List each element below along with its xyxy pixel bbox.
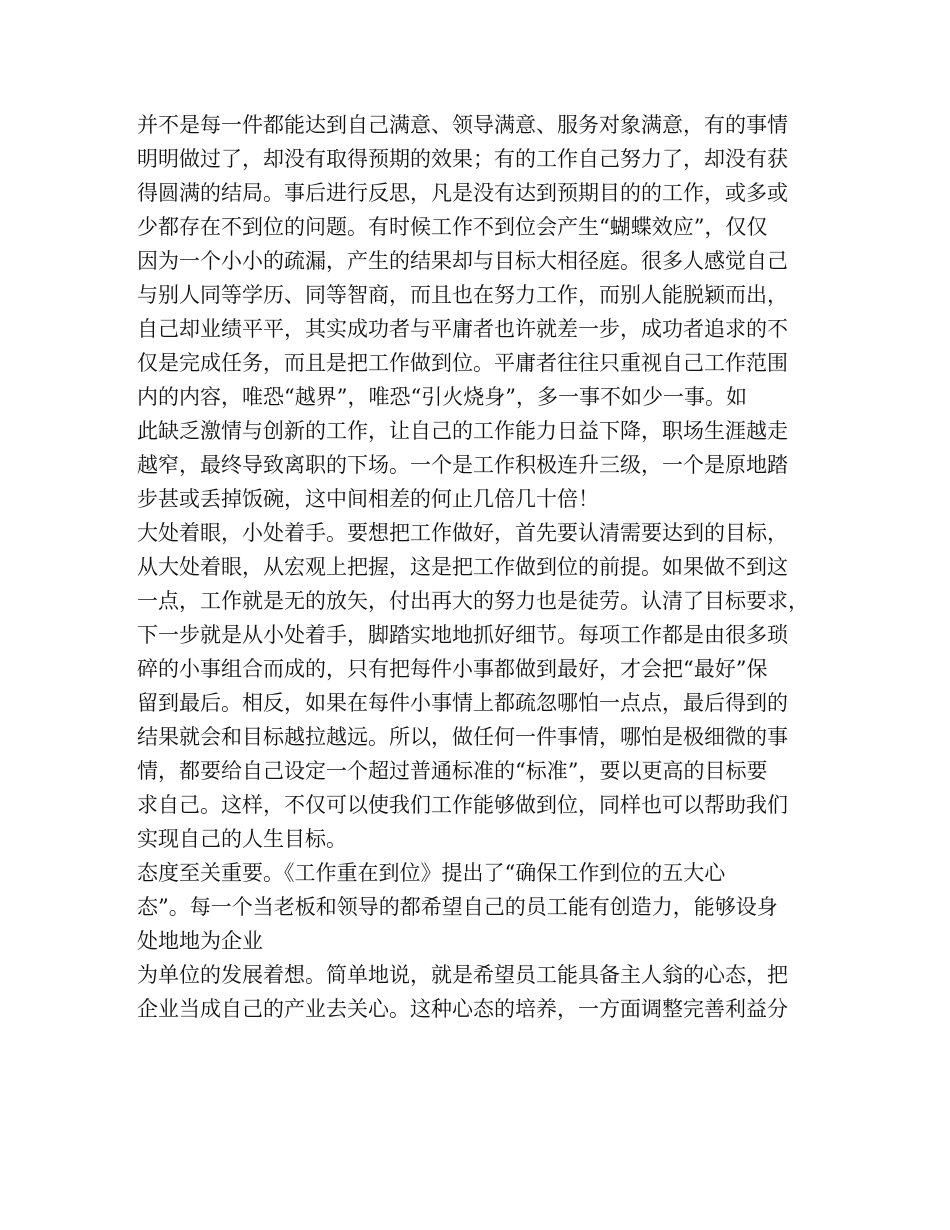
text-line: 企业当成自己的产业去关心。这种心态的培养，一方面调整完善利益分: [137, 997, 788, 1021]
text-line: 态度至关重要。《工作重在到位》提出了“确保工作到位的五大心: [137, 861, 726, 885]
text-line: 结果就会和目标越拉越远。所以，做任何一件事情，哪怕是极细微的事: [137, 725, 788, 749]
text-line: 越窄，最终导致离职的下场。一个是工作积极连升三级，一个是原地踏: [137, 453, 788, 477]
text-line: 此缺乏激情与创新的工作，让自己的工作能力日益下降，职场生涯越走: [137, 419, 788, 443]
text-line: 从大处着眼，从宏观上把握，这是把工作做到位的前提。如果做不到这: [137, 555, 788, 579]
text-line: 处地地为企业: [137, 929, 263, 953]
text-line: 大处着眼，小处着手。要想把工作做好，首先要认清需要达到的目标，: [137, 521, 788, 545]
text-line: 下一步就是从小处着手，脚踏实地地抓好细节。每项工作都是由很多琐: [137, 623, 788, 647]
text-line: 因为一个小小的疏漏，产生的结果却与目标大相径庭。很多人感觉自己: [137, 249, 788, 273]
text-line: 情，都要给自己设定一个超过普通标准的“标准”，要以更高的目标要: [137, 759, 768, 783]
text-line: 并不是每一件都能达到自己满意、领导满意、服务对象满意，有的事情: [137, 113, 788, 137]
text-line: 仅是完成任务，而且是把工作做到位。平庸者往往只重视自己工作范围: [137, 351, 788, 375]
text-line: 得圆满的结局。事后进行反思，凡是没有达到预期目的的工作，或多或: [137, 181, 788, 205]
text-line: 为单位的发展着想。简单地说，就是希望员工能具备主人翁的心态，把: [137, 963, 788, 987]
text-line: 明明做过了，却没有取得预期的效果；有的工作自己努力了，却没有获: [137, 147, 788, 171]
text-line: 实现自己的人生目标。: [137, 827, 347, 851]
body-text: [137, 108, 837, 1026]
text-line: 内的内容，唯恐“越界”，唯恐“引火烧身”，多一事不如少一事。如: [137, 385, 747, 409]
text-line: 与别人同等学历、同等智商，而且也在努力工作，而别人能脱颖而出，: [137, 283, 788, 307]
text-line: 求自己。这样，不仅可以使我们工作能够做到位，同样也可以帮助我们: [137, 793, 788, 817]
text-line: 碎的小事组合而成的，只有把每件小事都做到最好，才会把“最好”保: [137, 657, 768, 681]
text-line: 自己却业绩平平，其实成功者与平庸者也许就差一步，成功者追求的不: [137, 317, 788, 341]
text-line: 留到最后。相反，如果在每件小事情上都疏忽哪怕一点点，最后得到的: [137, 691, 788, 715]
text-line: 态”。每一个当老板和领导的都希望自己的员工能有创造力，能够设身: [137, 895, 778, 919]
text-line: 步甚或丢掉饭碗，这中间相差的何止几倍几十倍！: [137, 487, 599, 511]
text-line: 少都存在不到位的问题。有时候工作不到位会产生“蝴蝶效应”，仅仅: [137, 215, 768, 239]
text-line: 一点，工作就是无的放矢，付出再大的努力也是徒劳。认清了目标要求，: [137, 589, 809, 613]
